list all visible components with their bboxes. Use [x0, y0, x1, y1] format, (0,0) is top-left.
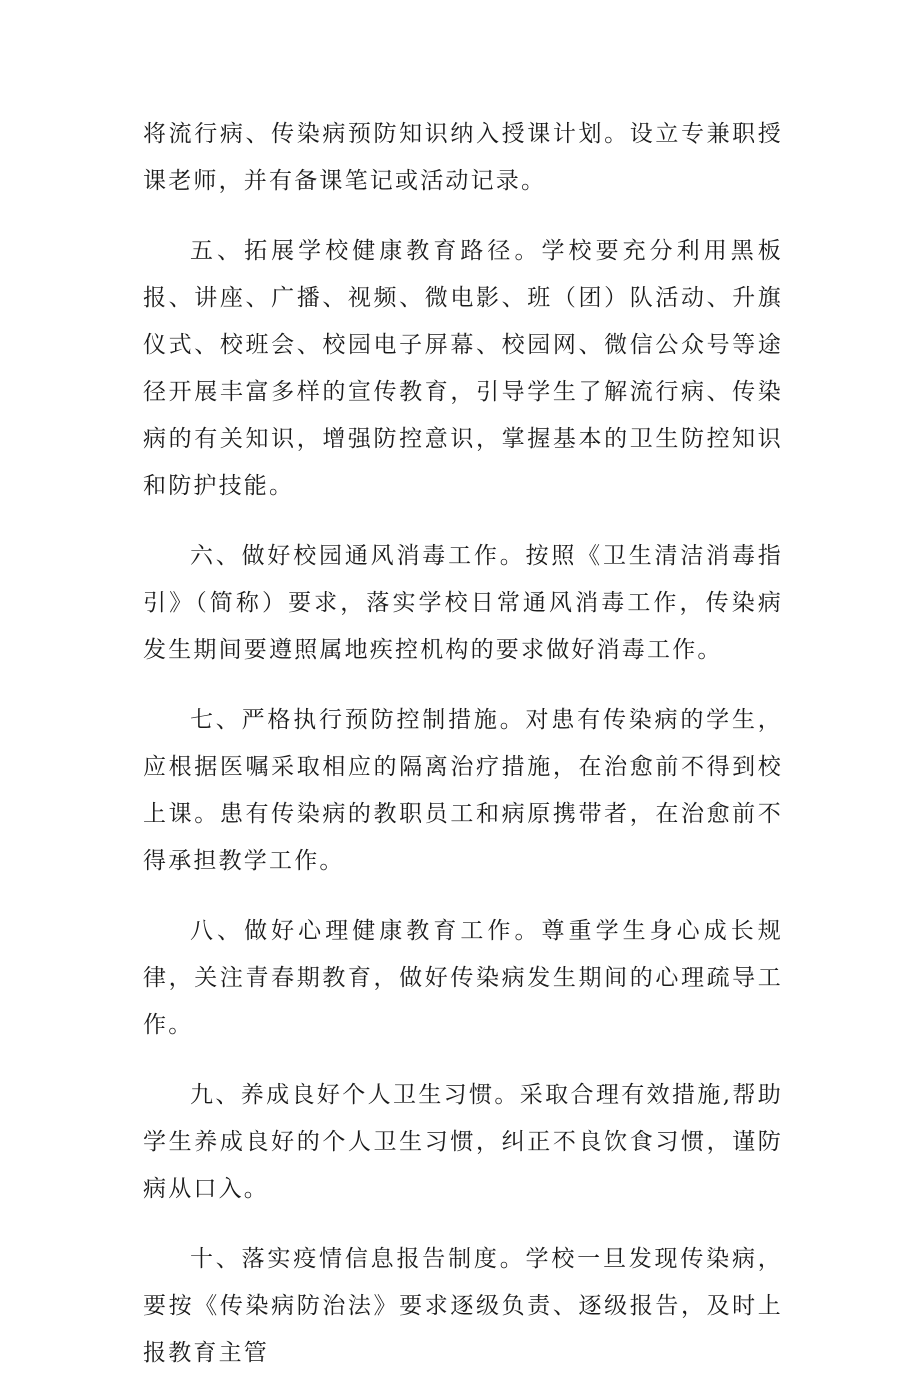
- paragraph-item-10: 十、落实疫情信息报告制度。学校一旦发现传染病，要按《传染病防治法》要求逐级负责、逐级报告，及时上报教育主管: [143, 1246, 783, 1366]
- paragraph-item-5: 五、拓展学校健康教育路径。学校要充分利用黑板报、讲座、广播、视频、微电影、班（团）队活动、升旗仪式、校班会、校园电子屏幕、校园网、微信公众号等途径开展丰富多样的宣传教育，引导学生了解流行病、传染病的有关知识，增强防控意识，掌握基本的卫生防控知识和防护技能。: [143, 238, 783, 499]
- paragraph-item-6: 六、做好校园通风消毒工作。按照《卫生清洁消毒指引》（简称）要求，落实学校日常通风消毒工作，传染病发生期间要遵照属地疾控机构的要求做好消毒工作。: [143, 543, 783, 663]
- paragraph-item-9: 九、养成良好个人卫生习惯。采取合理有效措施,帮助学生养成良好的个人卫生习惯，纠正不良饮食习惯，谨防病从口入。: [143, 1082, 783, 1202]
- paragraph-item-8: 八、做好心理健康教育工作。尊重学生身心成长规律，关注青春期教育，做好传染病发生期间的心理疏导工作。: [143, 918, 783, 1038]
- paragraph-continuation: 将流行病、传染病预防知识纳入授课计划。设立专兼职授课老师，并有备课笔记或活动记录。: [143, 121, 783, 194]
- paragraph-item-7: 七、严格执行预防控制措施。对患有传染病的学生，应根据医嘱采取相应的隔离治疗措施，在治愈前不得到校上课。患有传染病的教职员工和病原携带者，在治愈前不得承担教学工作。: [143, 707, 783, 874]
- document-body: [143, 111, 783, 1400]
